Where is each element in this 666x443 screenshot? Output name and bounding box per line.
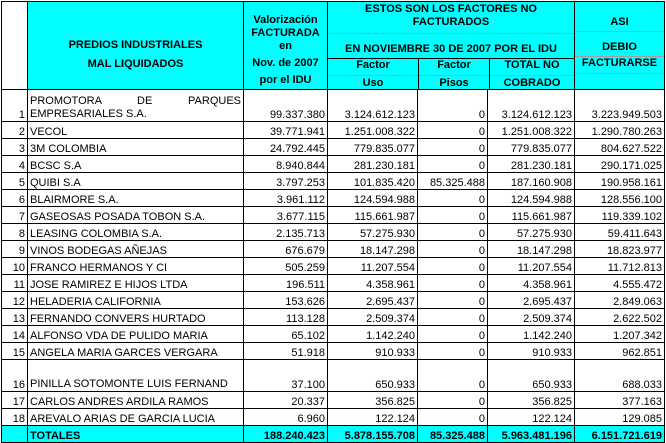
row-index: 16 bbox=[2, 360, 28, 392]
row-index: 1 bbox=[2, 90, 28, 122]
row-index: 3 bbox=[2, 139, 28, 156]
header-asi-debio bbox=[575, 2, 665, 90]
row-valorizacion: 196.511 bbox=[244, 275, 328, 292]
row-factor-uso: 650.933 bbox=[328, 360, 418, 392]
row-factor-uso: 2.695.437 bbox=[328, 292, 418, 309]
row-debio-facturarse: 2.849.063 bbox=[575, 292, 665, 309]
header-factor-pisos-line2: Pisos bbox=[439, 77, 469, 89]
row-factor-uso: 910.933 bbox=[328, 343, 418, 360]
row-name: LEASING COLOMBIA S.A. bbox=[28, 224, 244, 241]
header-predios-line1: PREDIOS INDUSTRIALES bbox=[68, 39, 203, 51]
row-index: 10 bbox=[2, 258, 28, 275]
row-total-no-cobrado: 1.142.240 bbox=[488, 326, 575, 343]
row-debio-facturarse: 962.851 bbox=[575, 343, 665, 360]
row-valorizacion: 39.771.941 bbox=[244, 122, 328, 139]
header-valorizacion bbox=[244, 2, 328, 90]
row-valorizacion: 99.337.380 bbox=[244, 90, 328, 122]
row-index: 11 bbox=[2, 275, 28, 292]
row-factor-uso: 4.358.961 bbox=[328, 275, 418, 292]
table-row bbox=[2, 207, 665, 224]
row-factor-pisos: 0 bbox=[418, 258, 488, 275]
row-debio-facturarse: 129.085 bbox=[575, 409, 665, 426]
row-valorizacion: 37.100 bbox=[244, 360, 328, 392]
row-factor-uso: 1.142.240 bbox=[328, 326, 418, 343]
header-group-line2: FACTURADOS bbox=[412, 16, 490, 28]
totals-label: TOTALES bbox=[28, 426, 244, 443]
row-debio-facturarse: 119.339.102 bbox=[575, 207, 665, 224]
totals-total-no-cobrado: 5.963.481.196 bbox=[488, 426, 575, 443]
row-index: 15 bbox=[2, 343, 28, 360]
row-index: 5 bbox=[2, 173, 28, 190]
row-valorizacion: 153.626 bbox=[244, 292, 328, 309]
table-row bbox=[2, 409, 665, 426]
row-factor-pisos: 0 bbox=[418, 241, 488, 258]
table-row bbox=[2, 190, 665, 207]
row-total-no-cobrado: 124.594.988 bbox=[488, 190, 575, 207]
row-valorizacion: 505.259 bbox=[244, 258, 328, 275]
totals-index-cell bbox=[2, 426, 28, 443]
row-name: PROMOTORA DE PARQUES EMPRESARIALES S.A. bbox=[28, 90, 244, 122]
table-row bbox=[2, 122, 665, 139]
header-predios bbox=[28, 2, 244, 90]
table-row bbox=[2, 173, 665, 190]
table-row bbox=[2, 156, 665, 173]
row-factor-pisos: 0 bbox=[418, 409, 488, 426]
row-name: ANGELA MARIA GARCES VERGARA bbox=[28, 343, 244, 360]
row-factor-uso: 11.207.554 bbox=[328, 258, 418, 275]
row-index: 4 bbox=[2, 156, 28, 173]
table-row bbox=[2, 392, 665, 409]
row-debio-facturarse: 804.627.522 bbox=[575, 139, 665, 156]
row-factor-uso: 779.835.077 bbox=[328, 139, 418, 156]
row-factor-uso: 124.594.988 bbox=[328, 190, 418, 207]
header-factores-group bbox=[328, 2, 575, 90]
row-index: 9 bbox=[2, 241, 28, 258]
row-name: VECOL bbox=[28, 122, 244, 139]
row-factor-pisos: 0 bbox=[418, 309, 488, 326]
table-row bbox=[2, 309, 665, 326]
header-asi-line3: FACTURARSE bbox=[575, 57, 664, 74]
row-debio-facturarse: 4.555.472 bbox=[575, 275, 665, 292]
header-valorizacion-line1: Valorización bbox=[253, 14, 318, 26]
table-row bbox=[2, 343, 665, 360]
row-total-no-cobrado: 4.358.961 bbox=[488, 275, 575, 292]
header-valorizacion-line5: por el IDU bbox=[259, 74, 312, 86]
row-total-no-cobrado: 779.835.077 bbox=[488, 139, 575, 156]
row-total-no-cobrado: 1.251.008.322 bbox=[488, 122, 575, 139]
row-valorizacion: 6.960 bbox=[244, 409, 328, 426]
header-group-line1: ESTOS SON LOS FACTORES NO bbox=[365, 3, 537, 15]
row-index: 18 bbox=[2, 409, 28, 426]
row-name: BCSC S.A bbox=[28, 156, 244, 173]
row-valorizacion: 51.918 bbox=[244, 343, 328, 360]
row-factor-pisos: 0 bbox=[418, 292, 488, 309]
row-factor-pisos: 0 bbox=[418, 190, 488, 207]
row-debio-facturarse: 290.171.025 bbox=[575, 156, 665, 173]
header-factor-uso-line1: Factor bbox=[328, 59, 418, 76]
row-total-no-cobrado: 115.661.987 bbox=[488, 207, 575, 224]
row-debio-facturarse: 11.712.813 bbox=[575, 258, 665, 275]
row-debio-facturarse: 59.411.643 bbox=[575, 224, 665, 241]
row-factor-pisos: 0 bbox=[418, 90, 488, 122]
totals-valorizacion: 188.240.423 bbox=[244, 426, 328, 443]
row-debio-facturarse: 2.622.502 bbox=[575, 309, 665, 326]
header-asi-line2: DEBIO bbox=[602, 41, 637, 53]
table-row bbox=[2, 360, 665, 392]
table-row bbox=[2, 139, 665, 156]
row-factor-uso: 18.147.298 bbox=[328, 241, 418, 258]
row-name: VINOS BODEGAS AÑEJAS bbox=[28, 241, 244, 258]
row-total-no-cobrado: 356.825 bbox=[488, 392, 575, 409]
row-debio-facturarse: 1.290.780.263 bbox=[575, 122, 665, 139]
header-group-line3: EN NOVIEMBRE 30 DE 2007 POR EL IDU bbox=[345, 43, 557, 55]
header-predios-line2: MAL LIQUIDADOS bbox=[87, 58, 184, 70]
row-factor-uso: 356.825 bbox=[328, 392, 418, 409]
row-total-no-cobrado: 11.207.554 bbox=[488, 258, 575, 275]
row-name: FRANCO HERMANOS Y CI bbox=[28, 258, 244, 275]
row-factor-pisos: 0 bbox=[418, 360, 488, 392]
row-name: 3M COLOMBIA bbox=[28, 139, 244, 156]
table-row bbox=[2, 326, 665, 343]
row-factor-pisos: 0 bbox=[418, 156, 488, 173]
row-index: 7 bbox=[2, 207, 28, 224]
row-index: 2 bbox=[2, 122, 28, 139]
totals-factor-uso: 5.878.155.708 bbox=[328, 426, 418, 443]
row-factor-uso: 57.275.930 bbox=[328, 224, 418, 241]
row-factor-pisos: 0 bbox=[418, 139, 488, 156]
row-valorizacion: 2.135.713 bbox=[244, 224, 328, 241]
row-total-no-cobrado: 57.275.930 bbox=[488, 224, 575, 241]
row-debio-facturarse: 190.958.161 bbox=[575, 173, 665, 190]
header-total-no-line2: COBRADO bbox=[503, 77, 561, 89]
row-debio-facturarse: 3.223.949.503 bbox=[575, 90, 665, 122]
row-total-no-cobrado: 650.933 bbox=[488, 360, 575, 392]
totals-row bbox=[2, 426, 665, 443]
header-valorizacion-line2: FACTURADA bbox=[251, 27, 320, 39]
row-factor-uso: 3.124.612.123 bbox=[328, 90, 418, 122]
row-valorizacion: 113.128 bbox=[244, 309, 328, 326]
row-total-no-cobrado: 2.509.374 bbox=[488, 309, 575, 326]
row-factor-pisos: 0 bbox=[418, 275, 488, 292]
row-factor-uso: 115.661.987 bbox=[328, 207, 418, 224]
row-total-no-cobrado: 3.124.612.123 bbox=[488, 90, 575, 122]
row-name: JOSE RAMIREZ E HIJOS LTDA bbox=[28, 275, 244, 292]
header-valorizacion-line4: Nov. de 2007 bbox=[252, 57, 319, 69]
header-asi-line1: ASI bbox=[610, 16, 629, 28]
table-row bbox=[2, 292, 665, 309]
row-debio-facturarse: 18.823.977 bbox=[575, 241, 665, 258]
table-row bbox=[2, 224, 665, 241]
header-factor-uso-line2: Uso bbox=[362, 77, 384, 89]
totals-factor-pisos: 85.325.488 bbox=[418, 426, 488, 443]
row-valorizacion: 24.792.445 bbox=[244, 139, 328, 156]
row-total-no-cobrado: 281.230.181 bbox=[488, 156, 575, 173]
row-index: 12 bbox=[2, 292, 28, 309]
header-row bbox=[2, 2, 665, 90]
row-name: FERNANDO CONVERS HURTADO bbox=[28, 309, 244, 326]
row-debio-facturarse: 377.163 bbox=[575, 392, 665, 409]
header-factor-pisos-line1: Factor bbox=[419, 59, 489, 76]
row-total-no-cobrado: 18.147.298 bbox=[488, 241, 575, 258]
row-valorizacion: 676.679 bbox=[244, 241, 328, 258]
header-valorizacion-line3: en bbox=[279, 40, 292, 52]
row-valorizacion: 8.940.844 bbox=[244, 156, 328, 173]
row-debio-facturarse: 688.033 bbox=[575, 360, 665, 392]
row-factor-uso: 122.124 bbox=[328, 409, 418, 426]
row-valorizacion: 3.797.253 bbox=[244, 173, 328, 190]
row-valorizacion: 3.677.115 bbox=[244, 207, 328, 224]
totals-debio-facturarse: 6.151.721.619 bbox=[575, 426, 665, 443]
row-debio-facturarse: 128.556.100 bbox=[575, 190, 665, 207]
header-index-cell bbox=[2, 2, 28, 90]
row-name: BLAIRMORE S.A. bbox=[28, 190, 244, 207]
row-name: GASEOSAS POSADA TOBON S.A. bbox=[28, 207, 244, 224]
row-valorizacion: 20.337 bbox=[244, 392, 328, 409]
row-valorizacion: 65.102 bbox=[244, 326, 328, 343]
row-name: ALFONSO VDA DE PULIDO MARIA bbox=[28, 326, 244, 343]
row-total-no-cobrado: 910.933 bbox=[488, 343, 575, 360]
row-index: 6 bbox=[2, 190, 28, 207]
row-total-no-cobrado: 122.124 bbox=[488, 409, 575, 426]
row-factor-pisos: 0 bbox=[418, 122, 488, 139]
row-index: 8 bbox=[2, 224, 28, 241]
header-total-no-line1: TOTAL NO bbox=[490, 59, 574, 76]
row-name: CARLOS ANDRES ARDILA RAMOS bbox=[28, 392, 244, 409]
row-valorizacion: 3.961.112 bbox=[244, 190, 328, 207]
row-index: 14 bbox=[2, 326, 28, 343]
row-factor-uso: 2.509.374 bbox=[328, 309, 418, 326]
row-factor-pisos: 0 bbox=[418, 343, 488, 360]
row-total-no-cobrado: 2.695.437 bbox=[488, 292, 575, 309]
row-factor-uso: 101.835.420 bbox=[328, 173, 418, 190]
row-name: QUIBI S.A bbox=[28, 173, 244, 190]
table-row bbox=[2, 258, 665, 275]
row-factor-pisos: 0 bbox=[418, 207, 488, 224]
row-factor-pisos: 0 bbox=[418, 224, 488, 241]
table-row bbox=[2, 241, 665, 258]
row-name: HELADERIA CALIFORNIA bbox=[28, 292, 244, 309]
row-factor-pisos: 0 bbox=[418, 392, 488, 409]
row-factor-uso: 1.251.008.322 bbox=[328, 122, 418, 139]
table-row bbox=[2, 275, 665, 292]
table-row bbox=[2, 90, 665, 122]
row-debio-facturarse: 1.207.342 bbox=[575, 326, 665, 343]
table-body bbox=[2, 90, 665, 426]
row-total-no-cobrado: 187.160.908 bbox=[488, 173, 575, 190]
row-factor-pisos: 0 bbox=[418, 326, 488, 343]
predios-industriales-table bbox=[1, 1, 665, 443]
row-name: AREVALO ARIAS DE GARCIA LUCIA bbox=[28, 409, 244, 426]
row-name: PINILLA SOTOMONTE LUIS FERNAND bbox=[28, 360, 244, 392]
row-factor-pisos: 85.325.488 bbox=[418, 173, 488, 190]
row-index: 17 bbox=[2, 392, 28, 409]
row-index: 13 bbox=[2, 309, 28, 326]
row-factor-uso: 281.230.181 bbox=[328, 156, 418, 173]
